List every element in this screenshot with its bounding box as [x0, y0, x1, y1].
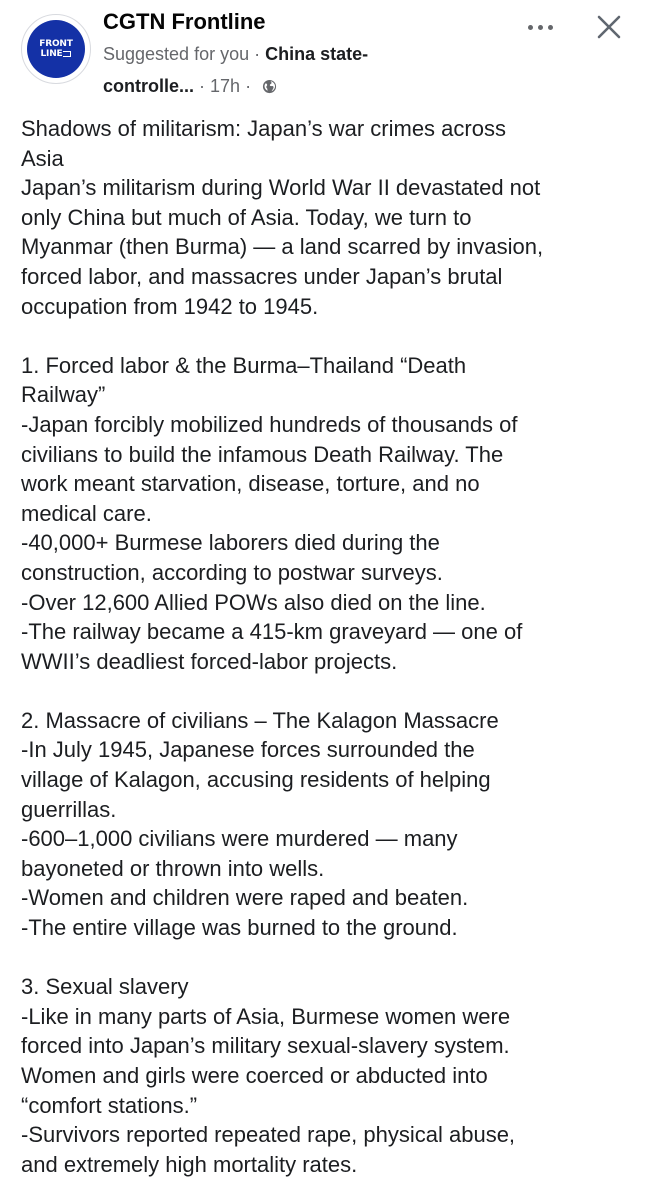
post-line: civilians to build the infamous Death Railway. The [21, 441, 504, 467]
logo-text-line2: LINE [40, 49, 63, 59]
post-line: -In July 1945, Japanese forces surrounded the [21, 737, 475, 763]
post-line: 2. Massacre of civilians – The Kalagon Massacre [21, 707, 499, 733]
logo-text-line1: FRONT [39, 39, 73, 49]
post-line: -600–1,000 civilians were murdered — many [21, 826, 458, 852]
post-line: -Japan forcibly mobilized hundreds of thousands of [21, 411, 518, 437]
post-line: WWII’s deadliest forced-labor projects. [21, 648, 398, 674]
post-line: village of Kalagon, accusing residents of helping [21, 767, 491, 793]
post-line: Japan’s militarism during World War II devastated not [21, 175, 541, 201]
post-line: guerrillas. [21, 796, 117, 822]
paragraph-gap [21, 943, 636, 973]
more-dots-icon [528, 25, 533, 30]
post-line: -Like in many parts of Asia, Burmese women were [21, 1003, 511, 1029]
page-avatar[interactable] [21, 14, 91, 84]
post-line: forced into Japan’s military sexual-slavery system. [21, 1033, 510, 1059]
state-media-label[interactable]: China state- [265, 44, 369, 64]
post-line: -Over 12,600 Allied POWs also died on the line. [21, 589, 486, 615]
post-line: 3. Sexual slavery [21, 974, 189, 1000]
state-media-label-cont[interactable]: controlle... [103, 76, 195, 96]
post-line: Shadows of militarism: Japan’s war crimes across [21, 116, 506, 141]
post-line: -The railway became a 415-km graveyard — one of [21, 619, 523, 645]
post-line: and extremely high mortality rates. [21, 1151, 358, 1177]
globe-icon [262, 79, 277, 94]
frontline-logo [27, 20, 85, 78]
post-line: -40,000+ Burmese laborers died during the [21, 530, 440, 556]
post-line: construction, according to postwar surveys. [21, 559, 443, 585]
suggested-label: Suggested for you [103, 44, 250, 64]
meta-separator: · [194, 76, 211, 96]
paragraph-gap [21, 676, 636, 706]
meta-separator: · [249, 44, 266, 64]
post-meta-line2 [103, 76, 277, 97]
page-name-link[interactable]: CGTN Frontline [103, 9, 266, 34]
post-line: forced labor, and massacres under Japan’s brutal [21, 263, 503, 289]
post-line: Railway” [21, 382, 106, 408]
post-line: medical care. [21, 500, 152, 526]
close-icon[interactable] [594, 12, 624, 42]
post-line: Women and girls were coerced or abducted into [21, 1063, 488, 1088]
logo-mark-icon [63, 51, 71, 57]
post-line: only China but much of Asia. Today, we turn to [21, 204, 472, 230]
more-options-button[interactable] [522, 14, 558, 40]
post-line: work meant starvation, disease, torture, and no [21, 471, 480, 497]
post-line: bayoneted or thrown into wells. [21, 855, 325, 881]
post-header [0, 0, 649, 110]
post-meta-line1 [103, 44, 368, 65]
post-line: -Survivors reported repeated rape, physical abuse, [21, 1122, 516, 1148]
post-line: “comfort stations.” [21, 1092, 198, 1118]
post-line: Myanmar (then Burma) — a land scarred by invasion, [21, 234, 544, 260]
meta-separator: · [240, 76, 257, 96]
post-line: occupation from 1942 to 1945. [21, 293, 319, 319]
paragraph-gap [21, 321, 636, 351]
post-text [21, 114, 636, 1179]
post-line: -Women and children were raped and beaten. [21, 885, 469, 911]
post-line: Asia [21, 145, 64, 171]
post-line: 1. Forced labor & the Burma–Thailand “Death [21, 352, 467, 378]
post-line: -The entire village was burned to the ground. [21, 915, 458, 941]
post-timestamp[interactable]: 17h [210, 76, 241, 96]
